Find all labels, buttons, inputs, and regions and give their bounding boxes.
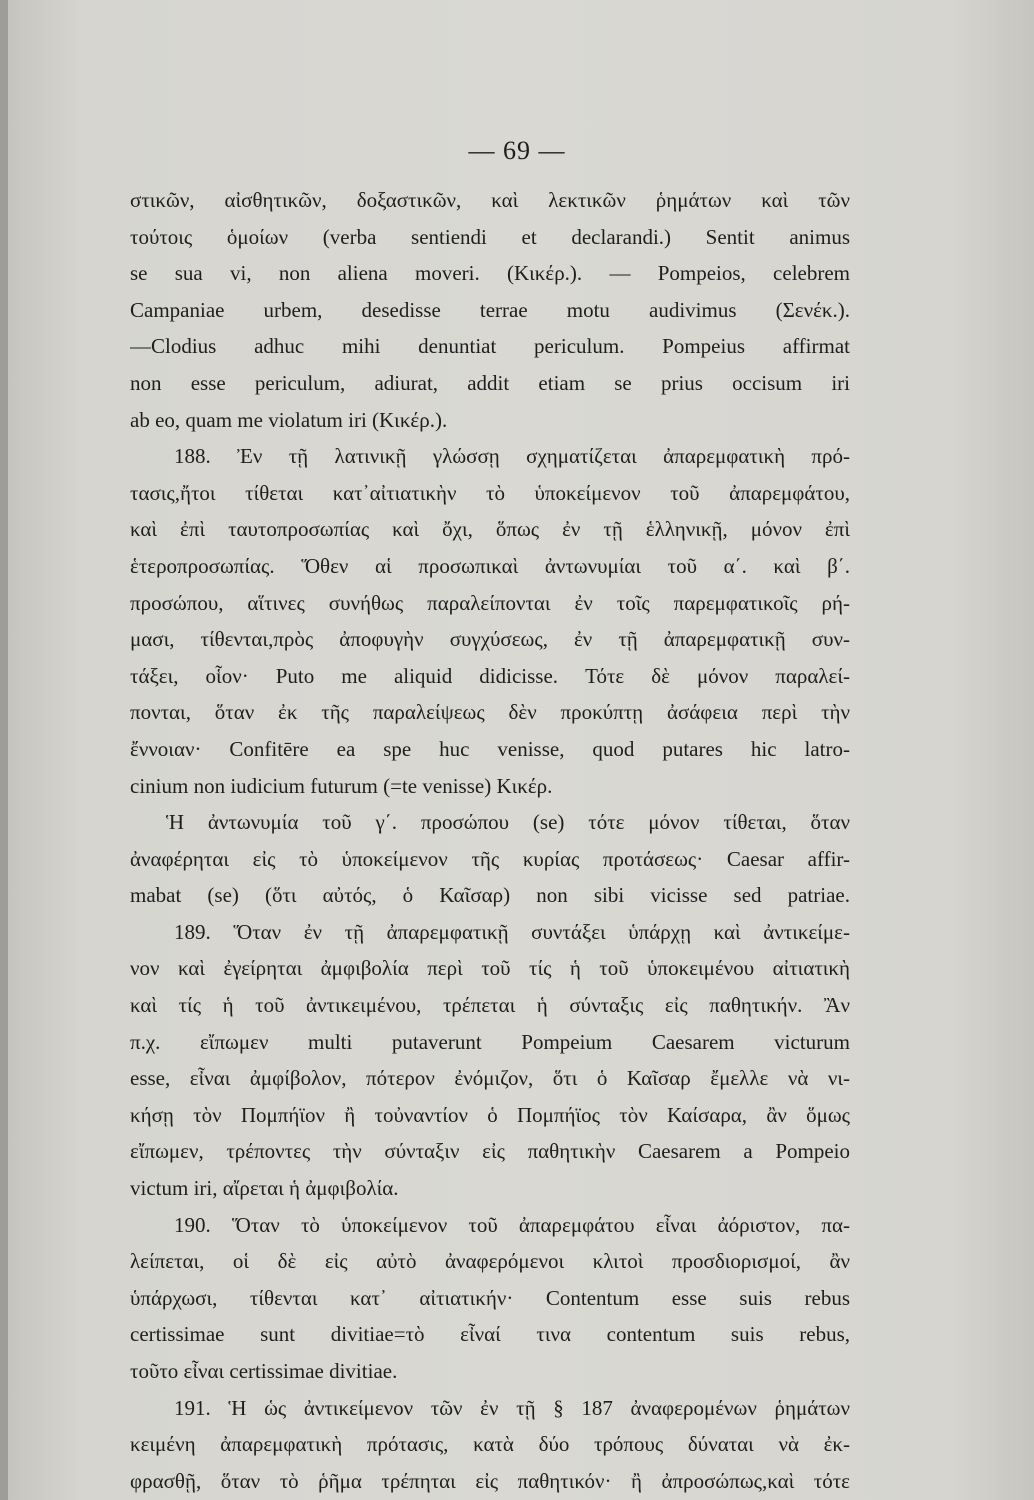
- text-line: νον καὶ ἐγείρηται ἀμφιβολία περὶ τοῦ τίς ἡ τοῦ ὑποκειμένου αἰτιατικὴ: [130, 956, 850, 981]
- text-line: ἀναφέρηται εἰς τὸ ὑποκείμενον τῆς κυρίας προτάσεως· Caesar affir-: [130, 846, 850, 871]
- text-line: τασις,ἤτοι τίθεται κατ᾽αἰτιατικὴν τὸ ὑποκείμενον τοῦ ἀπαρεμφάτου,: [130, 480, 850, 505]
- text-line: καὶ ἐπὶ ταυτοπροσωπίας καὶ ὄχι, ὅπως ἐν τῇ ἑλληνικῇ, μόνον ἐπὶ: [130, 517, 850, 542]
- text-line: κήσῃ τὸν Πομπήϊον ἢ τοὐναντίον ὁ Πομπήϊος τὸν Καίσαρα, ἂν ὅμως: [130, 1102, 850, 1127]
- text-line: —Clodius adhuc mihi denuntiat periculum. Pompeius affirmat: [130, 334, 850, 359]
- text-line: τάξει, οἷον· Puto me aliquid didicisse. Τότε δὲ μόνον παραλεί-: [130, 663, 850, 688]
- text-line: στικῶν, αἰσθητικῶν, δοξαστικῶν, καὶ λεκτικῶν ῥημάτων καὶ τῶν: [130, 188, 850, 212]
- text-line: ἑτεροπροσωπίας. Ὅθεν αἱ προσωπικαὶ ἀντωνυμίαι τοῦ α΄. καὶ β΄.: [130, 553, 850, 578]
- text-line: 189. Ὅταν ἐν τῇ ἀπαρεμφατικῇ συντάξει ὑπάρχῃ καὶ ἀντικείμε-: [174, 919, 850, 944]
- text-line: mabat (se) (ὅτι αὐτός, ὁ Καῖσαρ) non sibi vicisse sed patriae.: [130, 883, 850, 908]
- text-line: 191. Ἡ ὡς ἀντικείμενον τῶν ἐν τῇ § 187 ἀναφερομένων ῥημάτων: [174, 1395, 850, 1420]
- text-line: certissimae sunt divitiae=τὸ εἶναί τινα contentum suis rebus,: [130, 1322, 850, 1347]
- text-line: τοῦτο εἶναι certissimae divitiae.: [130, 1359, 398, 1383]
- text-line: τούτοις ὁμοίων (verba sentiendi et declarandi.) Sentit animus: [130, 224, 850, 249]
- text-line: Campaniae urbem, desedisse terrae motu audivimus (Σενέκ.).: [130, 297, 850, 322]
- text-line: κειμένη ἀπαρεμφατικὴ πρότασις, κατὰ δύο τρόπους δύναται νὰ ἐκ-: [130, 1432, 850, 1457]
- text-line: victum iri, αἴρεται ἡ ἀμφιβολία.: [130, 1176, 399, 1201]
- text-line: προσώπου, αἵτινες συνήθως παραλείπονται ἐν τοῖς παρεμφατικοῖς ρή-: [130, 590, 850, 615]
- text-line: ab eo, quam me violatum iri (Κικέρ.).: [130, 407, 448, 432]
- text-line: καὶ τίς ἡ τοῦ ἀντικειμένου, τρέπεται ἡ σύνταξις εἰς παθητικήν. Ἂν: [130, 993, 850, 1018]
- text-line: π.χ. εἴπωμεν multi putaverunt Pompeium Caesarem victurum: [130, 1029, 850, 1054]
- body-text: [130, 182, 850, 1499]
- text-line: 188. Ἐν τῇ λατινικῇ γλώσσῃ σχηματίζεται ἀπαρεμφατικὴ πρό-: [174, 444, 850, 469]
- text-line: non esse periculum, adiurat, addit etiam se prius occisum iri: [130, 370, 850, 395]
- text-line: εἴπωμεν, τρέποντες τὴν σύνταξιν εἰς παθητικὴν Caesarem a Pompeio: [130, 1139, 850, 1164]
- text-line: πονται, ὅταν ἐκ τῆς παραλείψεως δὲν προκύπτῃ ἀσάφεια περὶ τὴν: [130, 700, 850, 725]
- text-line: Ἡ ἀντωνυμία τοῦ γ΄. προσώπου (se) τότε μόνον τίθεται, ὅταν: [166, 810, 850, 835]
- text-line: 190. Ὅταν τὸ ὑποκείμενον τοῦ ἀπαρεμφάτου εἶναι ἀόριστον, πα-: [174, 1212, 850, 1237]
- text-line: λείπεται, οἱ δὲ εἰς αὐτὸ ἀναφερόμενοι κλιτοὶ προσδιορισμοί, ἂν: [130, 1249, 850, 1274]
- text-line: φρασθῇ, ὅταν τὸ ῥῆμα τρέπηται εἰς παθητικόν· ἢ ἀπροσώπως,καὶ τότε: [130, 1468, 850, 1493]
- text-line: cinium non iudicium futurum (=te venisse) Κικέρ.: [130, 773, 553, 798]
- page-number: — 69 —: [468, 136, 566, 165]
- text-line: ὑπάρχωσι, τίθενται κατ᾽ αἰτιατικήν· Contentum esse suis rebus: [130, 1285, 850, 1310]
- text-line: μασι, τίθενται,πρὸς ἀποφυγὴν συγχύσεως, ἐν τῇ ἀπαρεμφατικῇ συν-: [130, 627, 850, 652]
- text-line: esse, εἶναι ἀμφίβολον, πότερον ἐνόμιζον, ὅτι ὁ Καῖσαρ ἔμελλε νὰ νι-: [130, 1066, 850, 1091]
- text-line: se sua vi, non aliena moveri. (Κικέρ.). — Pompeios, celebrem: [130, 261, 850, 286]
- text-line: ἔννοιαν· Confitēre ea spe huc venisse, quod putares hic latro-: [130, 736, 850, 761]
